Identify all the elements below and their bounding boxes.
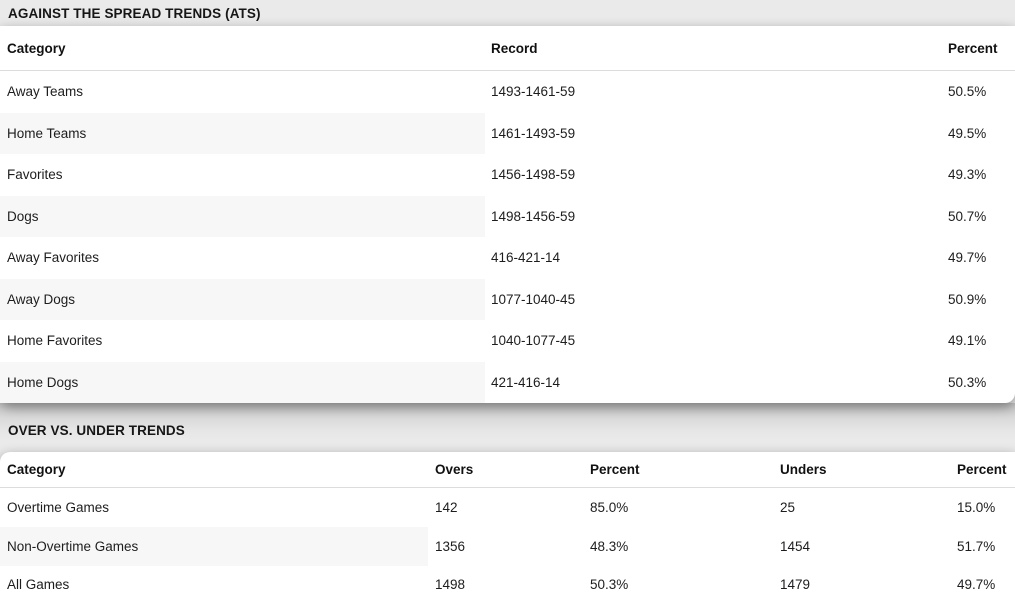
- table-row: [0, 154, 1015, 196]
- ou-column-header-unders: Unders: [773, 452, 950, 488]
- ats-section-title: AGAINST THE SPREAD TRENDS (ATS): [8, 5, 261, 21]
- percent-cell: 49.1%: [948, 333, 987, 349]
- table-row: [0, 237, 1015, 279]
- unders-percent-cell: 15.0%: [957, 499, 996, 515]
- overs-cell: 142: [435, 499, 458, 515]
- over-under-header-row: [0, 452, 1015, 488]
- category-cell: Away Dogs: [0, 279, 485, 321]
- category-cell: All Games: [7, 577, 70, 593]
- category-cell: Favorites: [7, 167, 63, 183]
- unders-cell: 1479: [780, 577, 811, 593]
- unders-percent-cell: 51.7%: [957, 538, 996, 554]
- record-cell: 1456-1498-59: [491, 167, 576, 183]
- table-row: [0, 320, 1015, 362]
- unders-percent-cell: 49.7%: [957, 577, 996, 593]
- table-row: [0, 71, 1015, 113]
- ats-section-header: [0, 0, 1015, 26]
- record-cell: 1498-1456-59: [491, 208, 576, 224]
- record-cell: 1493-1461-59: [491, 84, 576, 100]
- category-cell: Home Teams: [0, 113, 485, 155]
- table-row: [0, 279, 1015, 321]
- table-row: [0, 527, 1015, 566]
- category-cell: Dogs: [0, 196, 485, 238]
- over-under-card: [0, 452, 1015, 604]
- overs-percent-cell: 50.3%: [590, 577, 629, 593]
- ou-column-header-overs: Overs: [428, 452, 583, 488]
- ou-column-header-unders-percent: Percent: [950, 452, 1015, 488]
- percent-cell: 49.3%: [948, 167, 987, 183]
- table-row: [0, 362, 1015, 404]
- percent-cell: 50.5%: [948, 84, 987, 100]
- category-cell: Away Teams: [7, 84, 84, 100]
- percent-cell: 50.7%: [948, 208, 987, 224]
- record-cell: 1077-1040-45: [491, 291, 576, 307]
- record-cell: 1461-1493-59: [491, 125, 576, 141]
- over-under-table: [0, 452, 1015, 604]
- ats-column-header-category: Category: [0, 26, 485, 71]
- percent-cell: 50.3%: [948, 374, 987, 390]
- category-cell: Away Favorites: [7, 250, 100, 266]
- category-cell: Home Dogs: [0, 362, 485, 404]
- record-cell: 416-421-14: [491, 250, 561, 266]
- table-row: [0, 113, 1015, 155]
- percent-cell: 49.5%: [948, 125, 987, 141]
- unders-cell: 1454: [780, 538, 811, 554]
- ats-header-row: [0, 26, 1015, 71]
- percent-cell: 50.9%: [948, 291, 987, 307]
- overs-cell: 1356: [435, 538, 466, 554]
- ats-column-header-percent: Percent: [946, 26, 1015, 71]
- unders-cell: 25: [780, 499, 796, 515]
- overs-percent-cell: 85.0%: [590, 499, 629, 515]
- table-row: [0, 566, 1015, 604]
- percent-cell: 49.7%: [948, 250, 987, 266]
- ats-card: [0, 26, 1015, 403]
- ats-table: [0, 26, 1015, 403]
- record-cell: 1040-1077-45: [491, 333, 576, 349]
- category-cell: Overtime Games: [7, 499, 110, 515]
- category-cell: Home Favorites: [7, 333, 103, 349]
- overs-cell: 1498: [435, 577, 466, 593]
- ats-column-header-record: Record: [485, 26, 946, 71]
- over-under-section-header: [0, 403, 1015, 452]
- ou-column-header-category: Category: [0, 452, 428, 488]
- record-cell: 421-416-14: [491, 374, 561, 390]
- table-row: [0, 488, 1015, 527]
- overs-percent-cell: 48.3%: [590, 538, 629, 554]
- over-under-section-title: OVER VS. UNDER TRENDS: [8, 423, 185, 438]
- ou-column-header-overs-percent: Percent: [583, 452, 773, 488]
- table-row: [0, 196, 1015, 238]
- category-cell: Non-Overtime Games: [0, 527, 428, 566]
